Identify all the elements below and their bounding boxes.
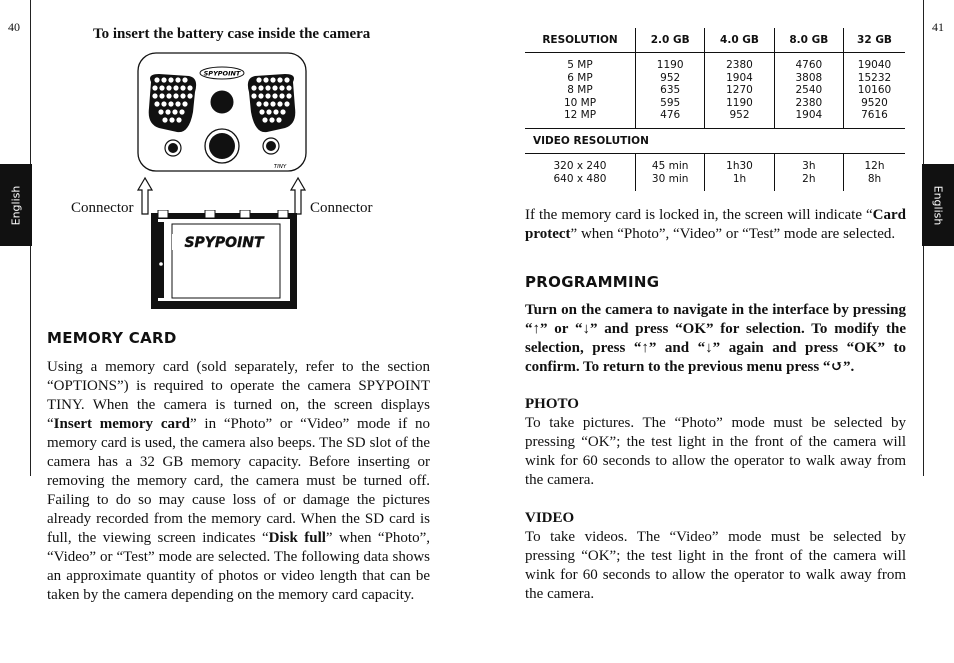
battery-case-illustration (150, 210, 298, 310)
led-dot (277, 101, 282, 106)
photo-heading: PHOTO (525, 396, 579, 412)
photo-cell: 10160 (857, 84, 892, 97)
led-dot (256, 77, 261, 82)
photo-32gb-col (843, 53, 905, 129)
page-number-left: 40 (8, 20, 20, 34)
camera-illustration (137, 52, 307, 172)
video-resolution-col (525, 153, 636, 191)
table-video-block (525, 153, 905, 191)
video-cell: 45 min (651, 159, 689, 172)
photo-cell: 952 (729, 109, 750, 122)
programming-paragraph: Turn on the camera to navigate in the interface by pressing “↑” or “↓” and press “OK” for selection. To modify the selection, press “↑” and “↓” again and press “OK” to confirm. To return to the previous menu press “↺”. (525, 302, 906, 375)
led-dot (168, 77, 173, 82)
card-locked-text-1: If the memory card is locked in, the screen will indicate “ (525, 207, 873, 223)
photo-cell: 2380 (726, 59, 753, 71)
led-dot (284, 77, 289, 82)
language-tab-left (0, 164, 32, 246)
battery-tab-2 (205, 210, 215, 218)
arrow-right-shape (291, 178, 305, 214)
led-dot (272, 85, 277, 90)
video-cell: 8h (867, 172, 882, 185)
video-cell: 1h (732, 172, 747, 185)
photo-resolution-col (525, 53, 636, 129)
video-8gb-values (775, 160, 843, 185)
led-dot (166, 85, 171, 90)
photo-cell: 1270 (726, 84, 753, 97)
table-header-8gb: 8.0 GB (774, 28, 843, 53)
battery-logo: SPYPOINT (184, 235, 264, 251)
led-dot (187, 85, 192, 90)
video-2gb-col (636, 153, 705, 191)
memory-card-paragraph (47, 358, 430, 605)
led-dot (168, 101, 173, 106)
video-cell: 1h30 (726, 159, 753, 172)
led-dot (154, 77, 159, 82)
battery-tab-3 (240, 210, 250, 218)
table-video-header-row (525, 128, 905, 153)
led-dot (270, 101, 275, 106)
photo-4gb-col (705, 53, 774, 129)
photo-cell: 2540 (795, 84, 823, 97)
led-dot (175, 77, 180, 82)
photo-32gb-values (844, 59, 905, 122)
led-dot (270, 77, 275, 82)
led-dot (265, 85, 270, 90)
photo-cell: 12 MP (563, 109, 597, 122)
video-cell: 30 min (651, 172, 689, 185)
led-dot (277, 77, 282, 82)
led-dot (258, 85, 263, 90)
video-cell: 2h (802, 172, 816, 185)
led-dot (279, 93, 284, 98)
video-cell: 320 x 240 (553, 159, 607, 172)
motion-sensor (210, 90, 234, 114)
programming-heading: PROGRAMMING (525, 273, 660, 291)
led-dot (161, 77, 166, 82)
photo-cell: 952 (660, 71, 681, 84)
photo-cell: 9520 (861, 96, 888, 109)
language-tab-right-label: English (931, 185, 945, 225)
led-dot (162, 117, 167, 122)
memory-capacity-table (525, 28, 905, 191)
led-dot (273, 109, 278, 114)
light-sensor-right-core (266, 141, 276, 151)
video-32gb-values (844, 160, 905, 185)
video-8gb-col (774, 153, 843, 191)
led-dot (179, 109, 184, 114)
video-cell: 12h (864, 159, 885, 172)
light-sensor-left-core (168, 143, 178, 153)
page-number-right: 41 (932, 20, 944, 34)
table-header-4gb: 4.0 GB (705, 28, 774, 53)
battery-strip-left (158, 222, 164, 298)
photo-cell: 15232 (857, 71, 892, 84)
led-dot (258, 93, 263, 98)
photo-cell: 1190 (726, 96, 753, 109)
led-dot (173, 93, 178, 98)
led-dot (280, 109, 285, 114)
led-dot (187, 93, 192, 98)
led-dot (180, 85, 185, 90)
led-dot (165, 109, 170, 114)
card-locked-paragraph (525, 206, 906, 244)
led-dot (284, 101, 289, 106)
card-locked-text-2: ” when “Photo”, “Video” or “Test” mode are selected. (570, 226, 896, 242)
camera-model-label: TINY (273, 164, 287, 170)
led-dot (279, 85, 284, 90)
led-dot (180, 93, 185, 98)
language-tab-right (922, 164, 954, 246)
video-paragraph: To take videos. The “Video” mode must be selected by pressing “OK”; the test light in the front of the camera will wink for 60 seconds to allow the operator to walk away from the camera. (525, 529, 906, 602)
led-dot (269, 117, 274, 122)
photo-cell: 1904 (726, 71, 753, 84)
camera-lens (209, 133, 235, 159)
photo-cell: 476 (660, 109, 681, 122)
memory-card-heading: MEMORY CARD (47, 329, 177, 347)
led-dot (286, 85, 291, 90)
video-4gb-values (705, 160, 773, 185)
photo-resolution-values (525, 59, 635, 122)
photo-cell: 4760 (795, 59, 823, 71)
led-dot (262, 117, 267, 122)
led-dot (263, 77, 268, 82)
memory-card-bold-1: Insert memory card (53, 416, 190, 432)
connector-label-left: Connector (71, 200, 134, 216)
photo-cell: 595 (660, 96, 681, 109)
arrow-left-shape (138, 178, 152, 214)
memory-card-text-2: ” in “Photo” or “Video” mode if no memory card is used, the camera also beeps. The SD slot of the camera has a 32 GB memory capacity. Before inserting or removing the memory card, the camera must be turned off. Failing to do so may cause loss of or damage the pictures already recorded from the memory card. When the SD card is full, the viewing screen indicates “ (47, 416, 430, 546)
video-resolution-header: VIDEO RESOLUTION (525, 128, 905, 153)
video-32gb-col (843, 153, 905, 191)
led-dot (265, 93, 270, 98)
video-4gb-col (705, 153, 774, 191)
battery-tab-1 (158, 210, 168, 218)
photo-4gb-values (705, 59, 773, 122)
led-dot (154, 101, 159, 106)
led-dot (152, 85, 157, 90)
photo-cell: 3808 (795, 71, 823, 84)
table-header-2gb: 2.0 GB (636, 28, 705, 53)
video-cell: 640 x 480 (553, 172, 607, 185)
table-header-row (525, 28, 905, 53)
led-dot (263, 101, 268, 106)
led-dot (173, 85, 178, 90)
led-dot (169, 117, 174, 122)
table-header-32gb: 32 GB (843, 28, 905, 53)
photo-cell: 5 MP (567, 59, 593, 71)
led-dot (166, 93, 171, 98)
photo-cell: 10 MP (563, 96, 597, 109)
card-locked-bold: Card protect (525, 207, 906, 242)
led-dot (286, 93, 291, 98)
battery-contact-dot (159, 262, 163, 266)
photo-paragraph: To take pictures. The “Photo” mode must be selected by pressing “OK”; the test light in the front of the camera will wink for 60 seconds to allow the operator to walk away from the camera. (525, 415, 906, 488)
photo-8gb-values (775, 59, 843, 122)
photo-cell: 1904 (795, 109, 823, 122)
photo-cell: 2380 (795, 96, 823, 109)
led-dot (159, 85, 164, 90)
led-dot (182, 77, 187, 82)
video-2gb-values (636, 160, 704, 185)
memory-card-bold-2: Disk full (268, 530, 326, 546)
photo-2gb-col (636, 53, 705, 129)
led-dot (158, 109, 163, 114)
led-dot (251, 93, 256, 98)
led-dot (176, 117, 181, 122)
memory-card-text-3: ” when “Photo”, “Video” or “Test” mode are selected. The following data shows an approximate quantity of photos or video length that can be taken by the camera depending on the memory card capacity. (47, 530, 430, 603)
video-cell: 3h (802, 159, 816, 172)
memory-card-text-1: Using a memory card (sold separately, refer to the section “OPTIONS”) is required to operate the camera SPYPOINT TINY. When the camera is turned on, the screen displays “ (47, 359, 430, 432)
led-dot (251, 85, 256, 90)
connector-label-right: Connector (310, 200, 373, 216)
led-dot (172, 109, 177, 114)
led-dot (182, 101, 187, 106)
table-header-resolution: RESOLUTION (525, 28, 636, 53)
video-resolution-values (525, 160, 635, 185)
language-tab-left-label: English (9, 185, 23, 225)
led-dot (175, 101, 180, 106)
photo-2gb-values (636, 59, 704, 122)
led-dot (259, 109, 264, 114)
led-dot (256, 101, 261, 106)
photo-cell: 1190 (656, 59, 684, 71)
table-photo-block (525, 53, 905, 129)
photo-cell: 8 MP (567, 84, 593, 97)
led-dot (152, 93, 157, 98)
figure-title: To insert the battery case inside the camera (93, 26, 371, 42)
led-dot (272, 93, 277, 98)
photo-8gb-col (774, 53, 843, 129)
photo-cell: 19040 (857, 59, 892, 71)
photo-cell: 7616 (861, 109, 888, 122)
photo-cell: 635 (660, 84, 681, 97)
led-dot (161, 101, 166, 106)
video-heading: VIDEO (525, 510, 575, 526)
led-dot (276, 117, 281, 122)
led-dot (159, 93, 164, 98)
photo-cell: 6 MP (567, 71, 593, 84)
battery-tab-4 (278, 210, 288, 218)
led-dot (266, 109, 271, 114)
camera-logo: SPYPOINT (203, 69, 241, 78)
